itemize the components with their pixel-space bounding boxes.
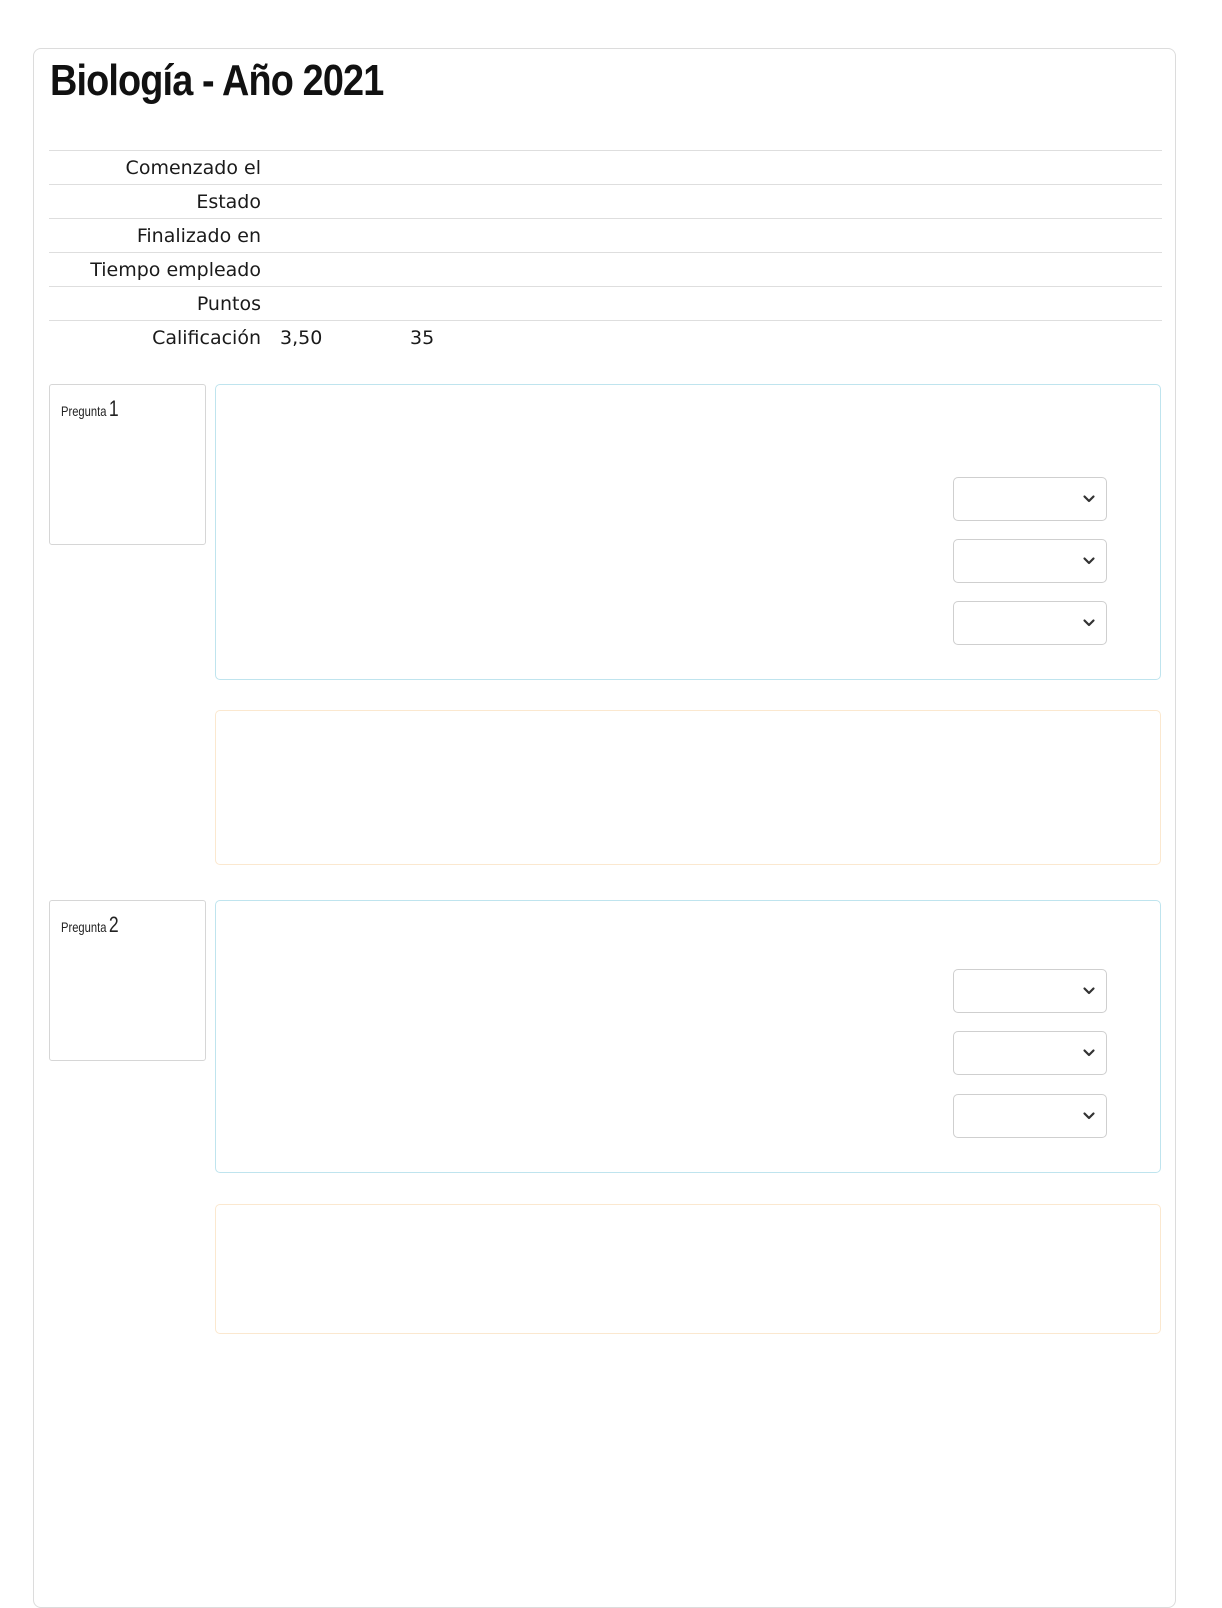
summary-label: Calificación <box>152 327 261 349</box>
chevron-down-icon <box>1081 983 1097 999</box>
question-label <box>61 396 119 422</box>
question-word: Pregunta <box>61 403 107 419</box>
question-feedback-2 <box>215 1204 1161 1334</box>
summary-row-time-taken <box>49 252 1162 286</box>
answer-select[interactable] <box>953 601 1107 645</box>
answer-select[interactable] <box>953 539 1107 583</box>
summary-label: Comenzado el <box>125 157 261 179</box>
summary-row-grade <box>49 320 1162 354</box>
summary-row-started <box>49 150 1162 184</box>
question-info-1 <box>49 384 206 545</box>
question-content-2 <box>215 900 1161 1173</box>
chevron-down-icon <box>1081 1108 1097 1124</box>
chevron-down-icon <box>1081 615 1097 631</box>
attempt-summary-table <box>49 150 1162 354</box>
question-info-2 <box>49 900 206 1061</box>
question-feedback-1 <box>215 710 1161 865</box>
page-title: Biología - Año 2021 <box>50 56 384 105</box>
summary-row-state <box>49 184 1162 218</box>
answer-select[interactable] <box>953 969 1107 1013</box>
summary-label: Finalizado en <box>136 225 261 247</box>
summary-label: Puntos <box>196 293 261 315</box>
summary-label: Tiempo empleado <box>90 259 261 281</box>
answer-select[interactable] <box>953 1031 1107 1075</box>
question-word: Pregunta <box>61 919 107 935</box>
question-label <box>61 912 119 938</box>
chevron-down-icon <box>1081 491 1097 507</box>
chevron-down-icon <box>1081 553 1097 569</box>
question-number: 2 <box>108 912 119 937</box>
question-number: 1 <box>108 396 119 421</box>
summary-label: Estado <box>196 191 261 213</box>
summary-row-marks <box>49 286 1162 320</box>
question-content-1 <box>215 384 1161 680</box>
answer-select[interactable] <box>953 477 1107 521</box>
answer-select[interactable] <box>953 1094 1107 1138</box>
summary-row-finished <box>49 218 1162 252</box>
chevron-down-icon <box>1081 1045 1097 1061</box>
grade-out-of-value: 35 <box>410 327 435 349</box>
grade-value: 3,50 <box>280 327 323 349</box>
